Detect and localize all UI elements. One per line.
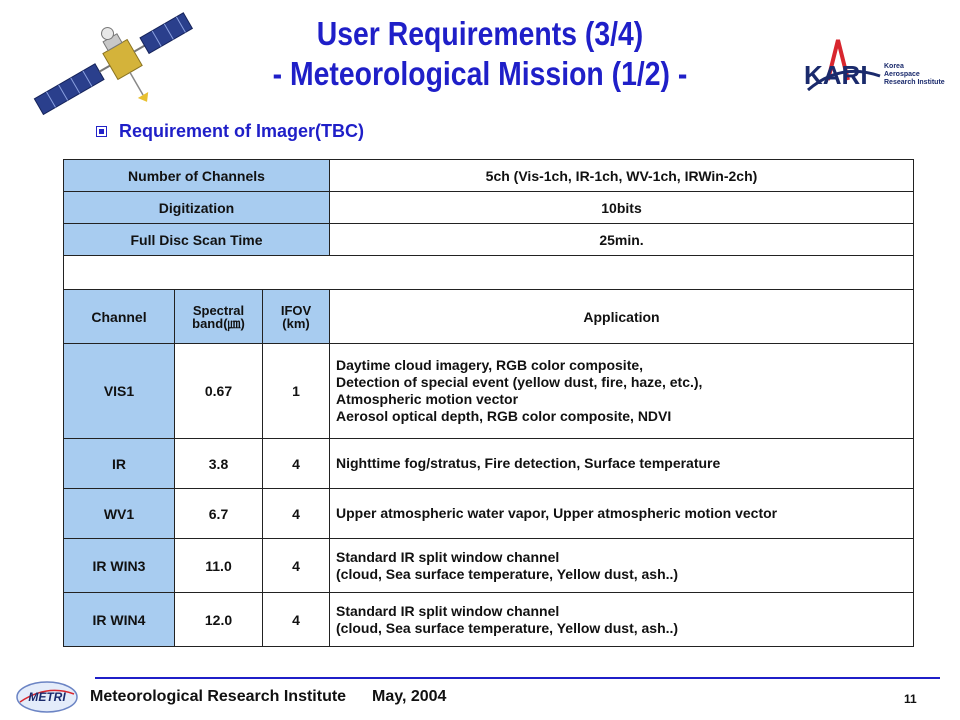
table-row (64, 224, 914, 256)
metri-wordmark: METRI (28, 690, 66, 704)
table-row (64, 539, 914, 593)
application-line: (cloud, Sea surface temperature, Yellow dust, ash..) (336, 619, 679, 636)
footer-date: May, 2004 (372, 688, 447, 705)
channel-ifov: 4 (263, 489, 330, 539)
title-line-1: User Requirements (3/4) (316, 15, 644, 52)
application-line: Daytime cloud imagery, RGB color composite, (336, 357, 644, 373)
channel-band: 12.0 (175, 593, 263, 647)
channel-name: WV1 (64, 489, 175, 539)
channel-application (330, 344, 914, 439)
application-line: Standard IR split window channel (336, 602, 560, 619)
slide-title (239, 14, 721, 94)
footer-organization: Meteorological Research Institute (90, 688, 347, 705)
application-line: Atmospheric motion vector (336, 391, 519, 407)
table-row (64, 344, 914, 439)
metri-logo (14, 676, 80, 716)
table-row (64, 192, 914, 224)
kari-line-1: Korea (884, 63, 904, 70)
kari-wordmark: KARI (804, 60, 868, 90)
channel-ifov: 4 (263, 539, 330, 593)
kari-line-3: Research Institute (884, 79, 945, 86)
title-line-2: - Meteorological Mission (1/2) - (272, 55, 688, 92)
summary-value: 5ch (Vis-1ch, IR-1ch, WV-1ch, IRWin-2ch) (330, 160, 914, 192)
bullet-text: Requirement of Imager(TBC) (119, 121, 365, 141)
header-ifov-line-1: IFOV (280, 302, 312, 318)
bullet-row (96, 121, 364, 142)
table-row (64, 439, 914, 489)
summary-value: 10bits (330, 192, 914, 224)
channel-band: 11.0 (175, 539, 263, 593)
spacer-row (64, 256, 914, 290)
header-spectral-line-2: band(㎛) (192, 315, 245, 331)
channel-name: IR WIN4 (64, 593, 175, 647)
header-ifov-line-2: (km) (282, 315, 310, 331)
summary-label: Full Disc Scan Time (64, 224, 330, 256)
summary-label: Digitization (64, 192, 330, 224)
application-line: Aerosol optical depth, RGB color composite, NDVI (336, 408, 672, 424)
channel-band: 6.7 (175, 489, 263, 539)
table-row (64, 593, 914, 647)
header-spectral-band (175, 290, 263, 344)
channel-ifov: 4 (263, 439, 330, 489)
summary-value: 25min. (330, 224, 914, 256)
application-line: Nighttime fog/stratus, Fire detection, Surface temperature (336, 455, 721, 471)
kari-logo (800, 32, 950, 102)
footer-divider (95, 677, 940, 679)
header-application: Application (330, 290, 914, 344)
imager-requirements-table (63, 159, 914, 647)
application-line: Detection of special event (yellow dust, fire, haze, etc.), (336, 374, 703, 390)
channel-name: IR (64, 439, 175, 489)
table-row (64, 160, 914, 192)
table-row (64, 489, 914, 539)
channel-band: 3.8 (175, 439, 263, 489)
channel-header-row (64, 290, 914, 344)
channel-application (330, 439, 914, 489)
header-spectral-line-1: Spectral (192, 302, 245, 318)
spacer-cell (64, 256, 914, 290)
kari-line-2: Aerospace (884, 71, 920, 78)
channel-ifov: 4 (263, 593, 330, 647)
application-line: (cloud, Sea surface temperature, Yellow dust, ash..) (336, 565, 679, 582)
square-bullet-icon (96, 126, 107, 137)
application-line: Standard IR split window channel (336, 548, 560, 565)
application-line: Upper atmospheric water vapor, Upper atmospheric motion vector (336, 505, 778, 521)
header-channel: Channel (64, 290, 175, 344)
summary-label: Number of Channels (64, 160, 330, 192)
channel-ifov: 1 (263, 344, 330, 439)
channel-band: 0.67 (175, 344, 263, 439)
channel-application (330, 489, 914, 539)
channel-name: IR WIN3 (64, 539, 175, 593)
header-ifov (263, 290, 330, 344)
channel-name: VIS1 (64, 344, 175, 439)
page-number: 11 (904, 692, 917, 706)
satellite-icon (18, 10, 208, 120)
channel-application (330, 539, 914, 593)
channel-application (330, 593, 914, 647)
